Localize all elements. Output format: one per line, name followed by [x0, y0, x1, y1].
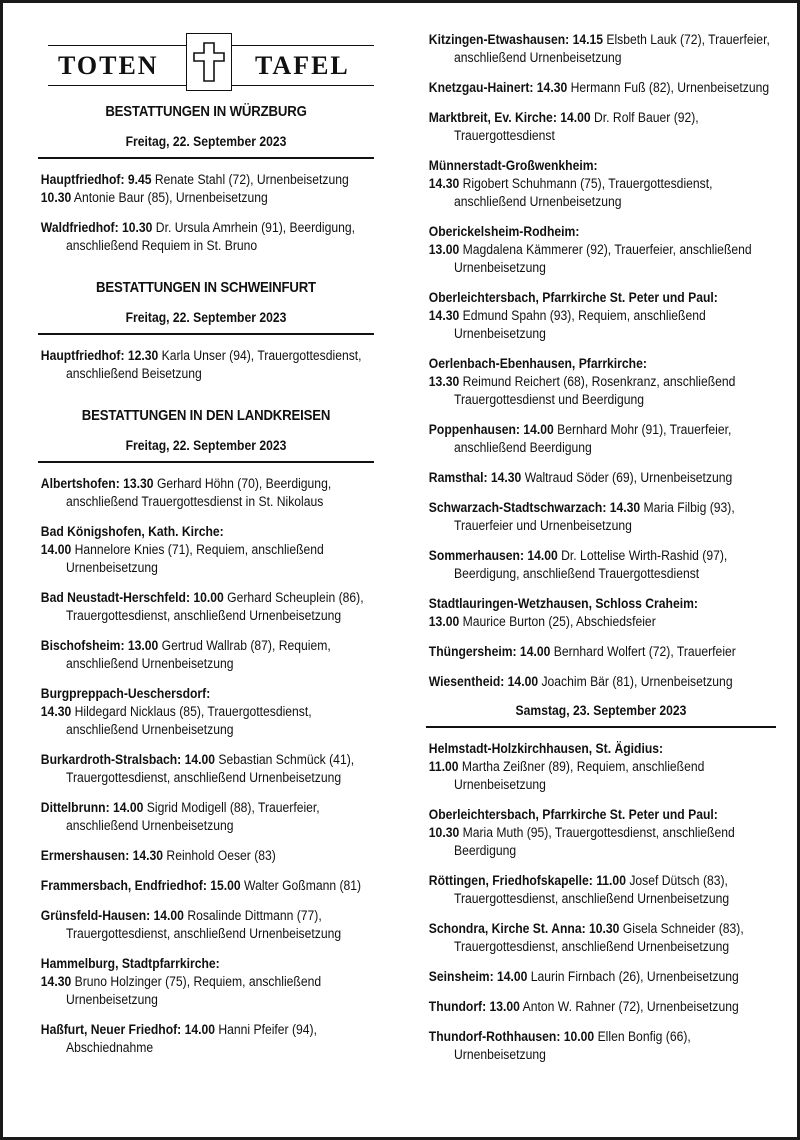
logo-word-left: TOTEN	[58, 51, 159, 80]
entry-text: Bernhard Mohr (91), Trauerfeier, anschließend Beerdigung	[454, 422, 732, 455]
entry-location: Schondra, Kirche St. Anna: 10.30	[428, 921, 620, 936]
entry-time: 13.30	[428, 374, 460, 389]
list-item	[426, 968, 776, 986]
entry-location: Münnerstadt-Großwenkheim:	[428, 158, 598, 173]
entry-location: Hammelburg, Stadtpfarrkirche:	[40, 956, 220, 971]
entry-time: 14.30	[428, 176, 460, 191]
entry-text: Gertrud Wallrab (87), Requiem, anschließend Urnenbeisetzung	[66, 638, 331, 671]
entry-location: Hauptfriedhof: 9.45	[40, 172, 152, 187]
entry-location: Wiesentheid: 14.00	[428, 674, 539, 689]
entry-time: 14.30	[428, 308, 460, 323]
entry-location: Thüngersheim: 14.00	[428, 644, 551, 659]
list-item	[426, 806, 776, 860]
entry-text: Hildegard Nicklaus (85), Trauergottesdienst, anschließend Urnenbeisetzung	[66, 704, 312, 737]
entry-time: 10.30	[428, 825, 460, 840]
entry-location: Oerlenbach-Ebenhausen, Pfarrkirche:	[428, 356, 647, 371]
entry-text: Karla Unser (94), Trauergottesdienst, anschließend Beisetzung	[66, 348, 362, 381]
entry-text: Josef Dütsch (83), Trauergottesdienst, anschließend Urnenbeisetzung	[454, 873, 730, 906]
entry-text: Edmund Spahn (93), Requiem, anschließend Urnenbeisetzung	[454, 308, 706, 341]
entry-location: Hauptfriedhof: 12.30	[40, 348, 159, 363]
entry-text: Joachim Bär (81), Urnenbeisetzung	[538, 674, 733, 689]
entry-location: Waldfriedhof: 10.30	[40, 220, 153, 235]
section-landkreise	[38, 407, 374, 1057]
list-item	[38, 523, 374, 577]
section-title: BESTATTUNGEN IN DEN LANDKREISEN	[81, 407, 331, 424]
list-item	[426, 740, 776, 794]
entry-time: 13.00	[428, 242, 460, 257]
entry-text: Bernhard Wolfert (72), Trauerfeier	[550, 644, 736, 659]
entry-list	[38, 475, 374, 1057]
entry-location: Helmstadt-Holzkirchhausen, St. Ägidius:	[428, 741, 664, 756]
entry-location: Burgpreppach-Ueschersdorf:	[40, 686, 211, 701]
entry-location: Bad Königshofen, Kath. Kirche:	[40, 524, 224, 539]
entry-location: Burkardroth-Stralsbach: 14.00	[40, 752, 216, 767]
entry-text: Gerhard Höhn (70), Beerdigung, anschließend Trauergottesdienst in St. Nikolaus	[66, 476, 332, 509]
date-heading: Freitag, 22. September 2023	[125, 438, 287, 453]
entry-location: Grünsfeld-Hausen: 14.00	[40, 908, 184, 923]
entry-text: Walter Goßmann (81)	[240, 878, 362, 893]
list-item	[426, 499, 776, 535]
list-item	[426, 595, 776, 631]
date-heading: Samstag, 23. September 2023	[515, 703, 687, 718]
list-item	[426, 1028, 776, 1064]
section-title: BESTATTUNGEN IN SCHWEINFURT	[96, 279, 316, 296]
entry-location: Ermershausen: 14.30	[40, 848, 164, 863]
section-schweinfurt	[38, 279, 374, 383]
entry-time: 14.00	[40, 542, 72, 557]
entry-text: Waltraud Söder (69), Urnenbeisetzung	[521, 470, 733, 485]
entry-text: Maria Muth (95), Trauergottesdienst, anschließend Beerdigung	[454, 825, 735, 858]
entry-text: Renate Stahl (72), Urnenbeisetzung	[151, 172, 349, 187]
entry-text: Maurice Burton (25), Abschiedsfeier	[459, 614, 656, 629]
entry-text: Hermann Fuß (82), Urnenbeisetzung	[567, 80, 770, 95]
entry-location: Stadtlauringen-Wetzhausen, Schloss Craheim:	[428, 596, 698, 611]
list-item	[38, 475, 374, 511]
list-item	[38, 347, 374, 383]
entry-text: Bruno Holzinger (75), Requiem, anschließend Urnenbeisetzung	[66, 974, 322, 1007]
entry-location: Albertshofen: 13.30	[40, 476, 154, 491]
list-item	[426, 872, 776, 908]
entry-location: Knetzgau-Hainert: 14.30	[428, 80, 568, 95]
entry-time: 14.30	[40, 974, 72, 989]
entry-location: Bad Neustadt-Herschfeld: 10.00	[40, 590, 224, 605]
date-rule	[426, 726, 776, 728]
entry-text: Hannelore Knies (71), Requiem, anschließend Urnenbeisetzung	[66, 542, 324, 575]
entry-text: Hanni Pfeifer (94), Abschiednahme	[66, 1022, 317, 1055]
right-column	[426, 3, 776, 1076]
entry-time: 14.30	[40, 704, 72, 719]
list-item	[38, 877, 374, 895]
entry-location: Sommerhausen: 14.00	[428, 548, 558, 563]
entry-time: 11.00	[428, 759, 459, 774]
entry-location: Ramsthal: 14.30	[428, 470, 522, 485]
entry-text: Dr. Ursula Amrhein (91), Beerdigung, anschließend Requiem in St. Bruno	[66, 220, 356, 253]
entry-location: Frammersbach, Endfriedhof: 15.00	[40, 878, 241, 893]
left-column	[38, 3, 374, 1069]
date-heading: Freitag, 22. September 2023	[125, 134, 287, 149]
list-item	[38, 847, 374, 865]
entry-text: Reimund Reichert (68), Rosenkranz, anschließend Trauergottesdienst und Beerdigung	[454, 374, 736, 407]
list-item	[426, 289, 776, 343]
list-item	[38, 589, 374, 625]
entry-time: 13.00	[428, 614, 460, 629]
entry-text: Gisela Schneider (83), Trauergottesdienst, anschließend Urnenbeisetzung	[454, 921, 744, 954]
entry-location: Oberleichtersbach, Pfarrkirche St. Peter und Paul:	[428, 290, 718, 305]
list-item	[426, 421, 776, 457]
list-item	[38, 799, 374, 835]
date-rule	[38, 157, 374, 159]
list-item	[426, 469, 776, 487]
entry-location: Seinsheim: 14.00	[428, 969, 528, 984]
date-rule	[38, 333, 374, 335]
list-item	[38, 637, 374, 673]
entry-location: Thundorf: 13.00	[428, 999, 520, 1014]
list-item	[426, 920, 776, 956]
entry-text: Rosalinde Dittmann (77), Trauergottesdienst, anschließend Urnenbeisetzung	[66, 908, 342, 941]
cross-icon	[186, 33, 232, 91]
entry-text: Antonie Baur (85), Urnenbeisetzung	[71, 190, 268, 205]
list-item	[38, 685, 374, 739]
entry-location: Röttingen, Friedhofskapelle: 11.00	[428, 873, 626, 888]
entry-text: Dr. Rolf Bauer (92), Trauergottesdienst	[454, 110, 699, 143]
list-item	[38, 955, 374, 1009]
list-item	[426, 355, 776, 409]
list-item	[426, 673, 776, 691]
entry-list	[426, 740, 776, 1064]
list-item	[426, 79, 776, 97]
list-item	[426, 643, 776, 661]
list-item	[426, 109, 776, 145]
entry-location: Poppenhausen: 14.00	[428, 422, 554, 437]
entry-text: Rigobert Schuhmann (75), Trauergottesdienst, anschließend Urnenbeisetzung	[454, 176, 713, 209]
entry-text: Sebastian Schmück (41), Trauergottesdienst, anschließend Urnenbeisetzung	[66, 752, 355, 785]
logo-word-right: TAFEL	[255, 51, 350, 80]
entry-text: Maria Filbig (93), Trauerfeier und Urnenbeisetzung	[454, 500, 735, 533]
list-item	[38, 171, 374, 207]
entry-location: Marktbreit, Ev. Kirche: 14.00	[428, 110, 591, 125]
entry-location: Haßfurt, Neuer Friedhof: 14.00	[40, 1022, 215, 1037]
entry-text: Magdalena Kämmerer (92), Trauerfeier, anschließend Urnenbeisetzung	[454, 242, 752, 275]
entry-location: Dittelbrunn: 14.00	[40, 800, 144, 815]
entry-text: Gerhard Scheuplein (86), Trauergottesdienst, anschließend Urnenbeisetzung	[66, 590, 364, 623]
list-item	[38, 907, 374, 943]
entry-text: Anton W. Rahner (72), Urnenbeisetzung	[519, 999, 739, 1014]
list-item	[38, 219, 374, 255]
entry-location: Oberickelsheim-Rodheim:	[428, 224, 580, 239]
entry-list	[426, 31, 776, 691]
entry-text: Reinhold Oeser (83)	[163, 848, 276, 863]
list-item	[426, 547, 776, 583]
entry-text: Elsbeth Lauk (72), Trauerfeier, anschließend Urnenbeisetzung	[454, 32, 770, 65]
section-title: BESTATTUNGEN IN WÜRZBURG	[105, 103, 307, 120]
day-saturday	[426, 703, 776, 1064]
list-item	[38, 751, 374, 787]
entry-text: Dr. Lottelise Wirth-Rashid (97), Beerdigung, anschließend Trauergottesdienst	[454, 548, 728, 581]
totentafel-logo	[38, 33, 374, 91]
entry-location: Kitzingen-Etwashausen: 14.15	[428, 32, 604, 47]
entry-text: Laurin Firnbach (26), Urnenbeisetzung	[527, 969, 739, 984]
entry-text: Martha Zeißner (89), Requiem, anschließend Urnenbeisetzung	[454, 759, 705, 792]
list-item	[426, 223, 776, 277]
entry-location: Thundorf-Rothhausen: 10.00	[428, 1029, 595, 1044]
date-heading: Freitag, 22. September 2023	[125, 310, 287, 325]
entry-time: 10.30	[40, 190, 72, 205]
entry-location: Bischofsheim: 13.00	[40, 638, 159, 653]
date-rule	[38, 461, 374, 463]
entry-location: Schwarzach-Stadtschwarzach: 14.30	[428, 500, 641, 515]
entry-text: Ellen Bonfig (66), Urnenbeisetzung	[454, 1029, 691, 1062]
entry-location: Oberleichtersbach, Pfarrkirche St. Peter und Paul:	[428, 807, 718, 822]
list-item	[426, 31, 776, 67]
entry-text: Sigrid Modigell (88), Trauerfeier, anschließend Urnenbeisetzung	[66, 800, 320, 833]
list-item	[426, 157, 776, 211]
list-item	[38, 1021, 374, 1057]
list-item	[426, 998, 776, 1016]
section-wuerzburg	[38, 103, 374, 255]
